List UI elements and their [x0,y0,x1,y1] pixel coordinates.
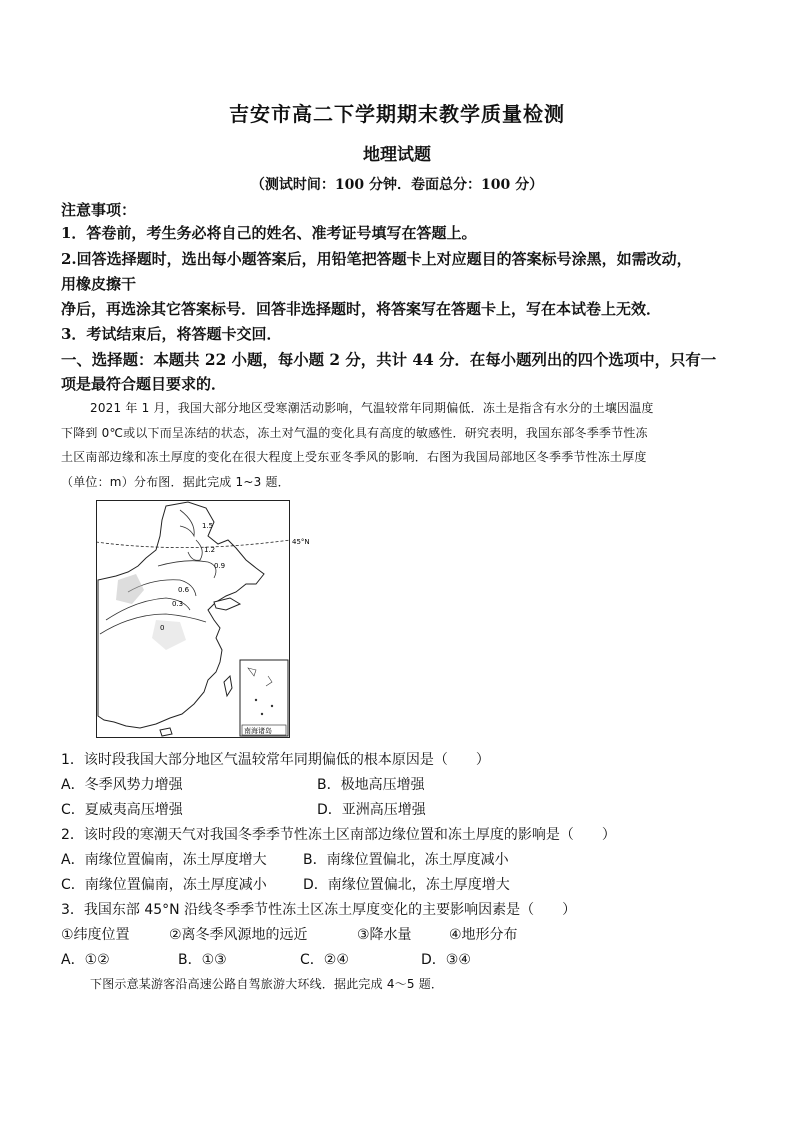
notice-item-2-line1: 2.回答选择题时，选出每小题答案后，用铅笔把答题卡上对应题目的答案标号涂黑，如需改动， [61,250,692,268]
frozen-soil-thickness-map [96,500,318,738]
passage1-line4: （单位：m）分布图．据此完成 1~3 题． [61,475,290,489]
q2-option-c: C．南缘位置偏南，冻土厚度减小 [61,877,267,893]
contour-label: 0.6 [178,586,190,594]
contour-label: 1.5 [202,522,214,530]
passage1-line2: 下降到 0℃或以下而呈冻结的状态，冻土对气温的变化具有高度的敏感性．研究表明，我国东部冬季季节性冻 [61,426,648,440]
q3-option-b: B．①③ [178,952,227,968]
q3-factor-1: ①纬度位置 [61,927,130,943]
notice-heading: 注意事项： [61,201,137,219]
passage1-line3: 土区南部边缘和冻土厚度的变化在很大程度上受东亚冬季风的影响．右图为我国局部地区冬季季节性冻土厚度 [61,450,647,464]
inset-label: 南海诸岛 [244,727,272,735]
latitude-label: 45°N [292,538,310,546]
hainan-island [160,728,172,736]
notice-item-2-line2: 用橡皮擦干 [61,275,137,293]
q1-option-c: C．夏威夷高压增强 [61,802,183,818]
q3-factor-3: ③降水量 [357,927,412,943]
contour-label: 1.2 [204,546,216,554]
q3-option-d: D．③④ [421,952,471,968]
time-info: （测试时间：100 分钟．卷面总分：100 分） [250,177,544,193]
exam-title: 吉安市高二下学期期末教学质量检测 [229,102,565,126]
q2-option-a: A．南缘位置偏南，冻土厚度增大 [61,852,267,868]
passage2-line1: 下图示意某游客沿高速公路自驾旅游大环线．据此完成 4～5 题． [90,977,444,991]
notice-item-2-line3: 净后，再选涂其它答案标号．回答非选择题时，将答案写在答题卡上，写在本试卷上无效． [61,300,662,318]
question-3-stem: 3．我国东部 45°N 沿线冬季季节性冻土区冻土厚度变化的主要影响因素是（ ） [61,902,577,918]
q1-option-a: A．冬季风势力增强 [61,777,183,793]
q3-option-c: C．②④ [300,952,349,968]
south-china-sea-inset [240,660,288,736]
contour-label: 0.3 [172,600,184,608]
q2-option-d: D．南缘位置偏北，冻土厚度增大 [303,877,510,893]
subject-title: 地理试题 [363,145,431,165]
q2-option-b: B．南缘位置偏北，冻土厚度减小 [303,852,509,868]
contour-label: 0.9 [214,562,226,570]
question-2-stem: 2．该时段的寒潮天气对我国冬季季节性冻土区南部边缘位置和冻土厚度的影响是（ ） [61,827,616,843]
q3-factor-4: ④地形分布 [449,927,518,943]
section1-instructions-line2: 项是最符合题目要求的． [61,375,227,393]
q3-factor-2: ②离冬季风源地的远近 [169,927,308,943]
question-1-stem: 1．该时段我国大部分地区气温较常年同期偏低的根本原因是（ ） [61,752,490,768]
section1-instructions-line1: 一、选择题：本题共 22 小题，每小题 2 分，共计 44 分．在每小题列出的四个选项中，只有一 [61,351,717,369]
q3-option-a: A．①② [61,952,110,968]
notice-item-1: 1．答卷前，考生务必将自己的姓名、准考证号填写在答题上。 [61,224,477,242]
passage1-line1: 2021 年 1 月，我国大部分地区受寒潮活动影响，气温较常年同期偏低．冻土是指含有水分的土壤因温度 [90,401,654,415]
q1-option-b: B．极地高压增强 [317,777,425,793]
q1-option-d: D．亚洲高压增强 [317,802,426,818]
contour-label: 0 [160,624,165,632]
notice-item-3: 3．考试结束后，将答题卡交回． [61,325,282,343]
